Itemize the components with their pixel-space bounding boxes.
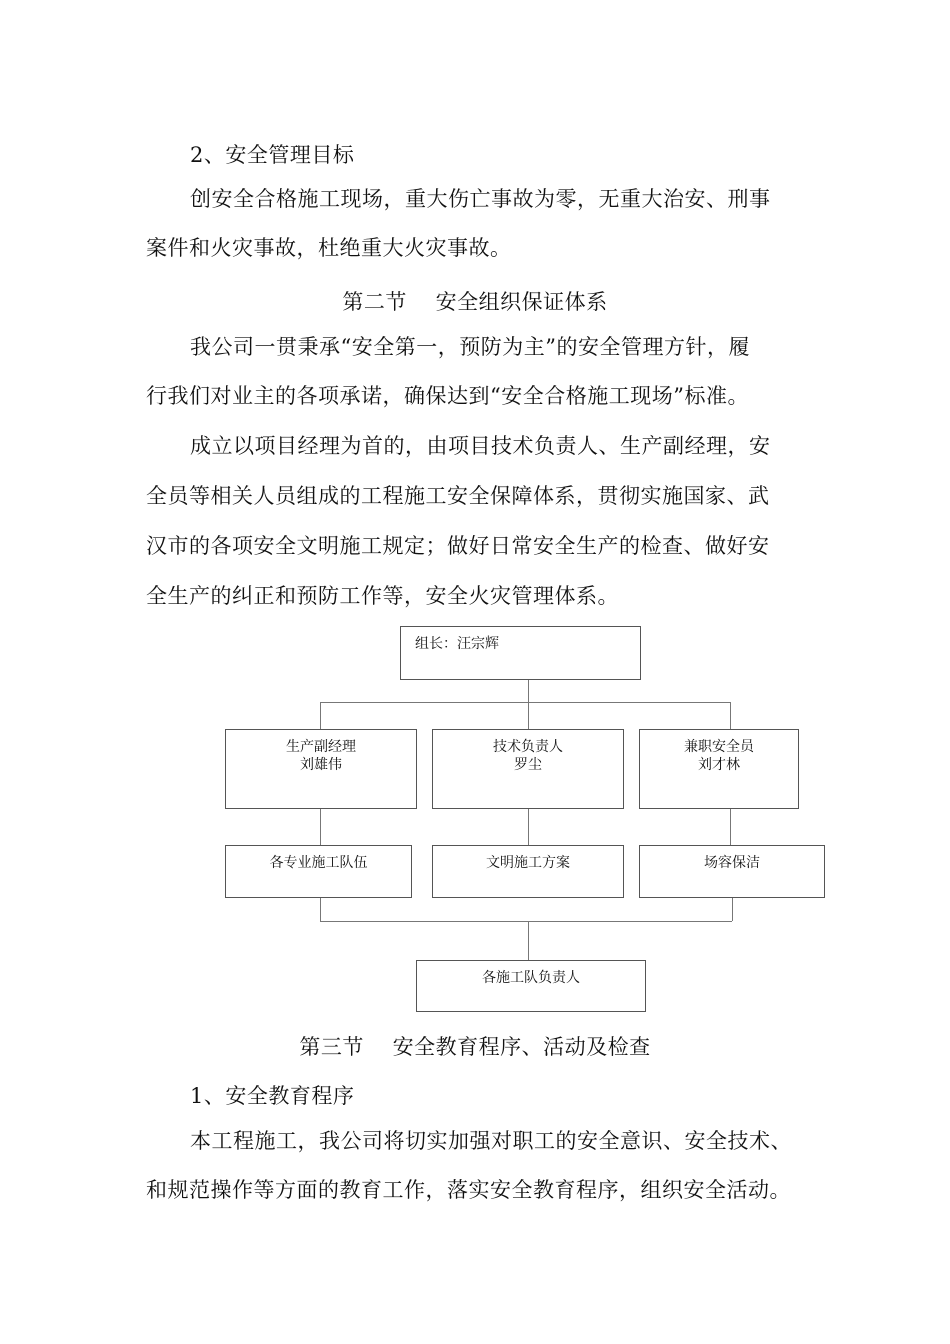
org-box-manager-production	[225, 729, 417, 809]
unit-label: 场容保洁	[704, 855, 760, 871]
policy-paragraph-line-1: 我公司一贯秉承“安全第一，预防为主”的安全管理方针，履	[190, 335, 750, 359]
unit-label: 文明施工方案	[486, 855, 570, 871]
bottom-label: 各施工队负责人	[482, 970, 580, 986]
system-paragraph-line-2: 全员等相关人员组成的工程施工安全保障体系，贯彻实施国家、武	[146, 484, 770, 508]
unit-label: 各专业施工队伍	[269, 855, 368, 871]
connector-manager-2	[528, 702, 529, 730]
education-paragraph-line-2: 和规范操作等方面的教育工作，落实安全教育程序，组织安全活动。	[146, 1178, 791, 1202]
connector-units-bar	[320, 921, 732, 922]
org-box-unit-cleaning	[639, 845, 825, 898]
manager-role: 兼职安全员	[684, 739, 754, 755]
connector-leader	[528, 679, 529, 702]
manager-name: 刘才林	[698, 757, 740, 773]
goal-paragraph-line-2: 案件和火灾事故，杜绝重大火灾事故。	[146, 236, 512, 260]
connector-managers-bar	[320, 702, 730, 703]
connector-unit-3	[730, 808, 731, 846]
goal-heading: 2、安全管理目标	[190, 143, 355, 167]
org-box-manager-technical	[432, 729, 624, 809]
system-paragraph-line-4: 全生产的纠正和预防工作等，安全火灾管理体系。	[146, 584, 619, 608]
manager-name: 刘雄伟	[300, 757, 342, 773]
connector-unit-3-down	[732, 897, 733, 921]
education-heading: 1、安全教育程序	[190, 1084, 355, 1108]
connector-unit-2	[528, 808, 529, 846]
leader-label: 组长：汪宗辉	[415, 636, 499, 652]
manager-name: 罗尘	[514, 757, 542, 773]
org-box-unit-teams	[225, 845, 412, 898]
connector-unit-1	[320, 808, 321, 846]
org-box-manager-safety	[639, 729, 799, 809]
org-box-team-leaders	[416, 960, 646, 1012]
policy-paragraph-line-2: 行我们对业主的各项承诺，确保达到“安全合格施工现场”标准。	[146, 384, 749, 408]
org-box-unit-civilized-plan	[432, 845, 624, 898]
connector-manager-3	[730, 702, 731, 730]
connector-unit-1-down	[320, 897, 321, 921]
system-paragraph-line-3: 汉市的各项安全文明施工规定；做好日常安全生产的检查、做好安	[146, 534, 770, 558]
system-paragraph-line-1: 成立以项目经理为首的，由项目技术负责人、生产副经理，安	[190, 434, 771, 458]
org-box-leader	[400, 626, 641, 680]
section-2-title: 第二节 安全组织保证体系	[342, 290, 608, 314]
connector-bottom	[528, 921, 529, 961]
manager-role: 技术负责人	[493, 739, 563, 755]
section-3-title: 第三节 安全教育程序、活动及检查	[299, 1035, 651, 1059]
goal-paragraph-line-1: 创安全合格施工现场，重大伤亡事故为零，无重大治安、刑事	[190, 187, 771, 211]
education-paragraph-line-1: 本工程施工，我公司将切实加强对职工的安全意识、安全技术、	[190, 1129, 792, 1153]
connector-manager-1	[320, 702, 321, 730]
manager-role: 生产副经理	[286, 739, 356, 755]
